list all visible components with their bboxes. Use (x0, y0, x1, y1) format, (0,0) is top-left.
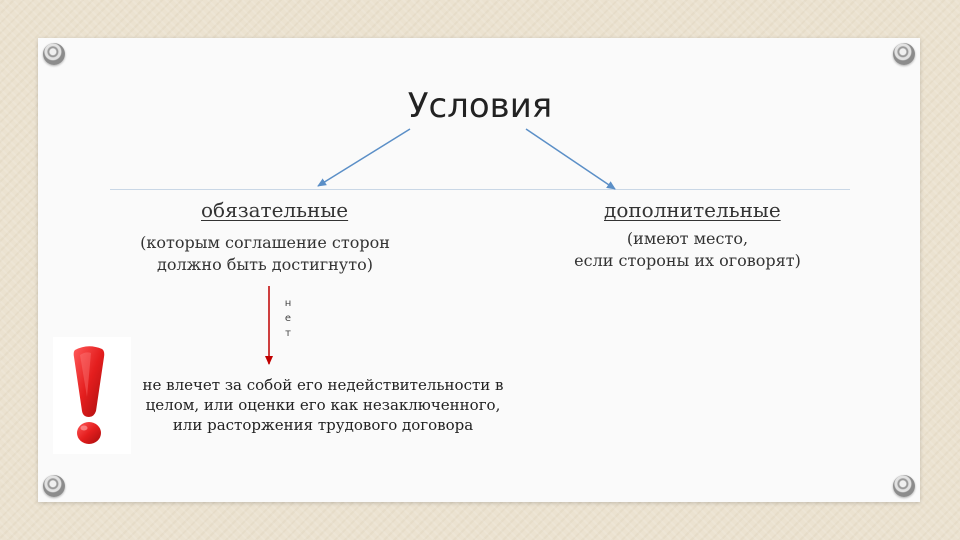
consequence-line: не влечет за собой его недействительности в (142, 376, 504, 394)
arrow-label-letter: е (284, 313, 292, 324)
additional-description-line: если стороны их оговорят) (574, 251, 801, 270)
additional-description-line: (имеют место, (626, 229, 749, 248)
exclamation-mark-icon (53, 337, 131, 454)
arrow-label-letter: н (284, 298, 292, 309)
slide-title: Условия (407, 86, 553, 126)
additional-description (565, 228, 810, 272)
mandatory-description-line: должно быть достигнуто) (157, 255, 373, 274)
mandatory-description (140, 232, 390, 276)
consequence-text (140, 375, 506, 435)
additional-heading: дополнительные (604, 198, 781, 222)
arrow-label (282, 296, 294, 341)
arrow-label-letter: т (285, 328, 291, 339)
arrow-to-additional (526, 129, 615, 189)
mandatory-description-line: (которым соглашение сторон (140, 233, 390, 252)
consequence-line: или расторжения трудового договора (172, 416, 474, 434)
consequence-line: целом, или оценки его как незаключенного, (145, 396, 501, 414)
mandatory-heading: обязательные (201, 198, 349, 222)
arrow-to-mandatory (318, 129, 410, 186)
